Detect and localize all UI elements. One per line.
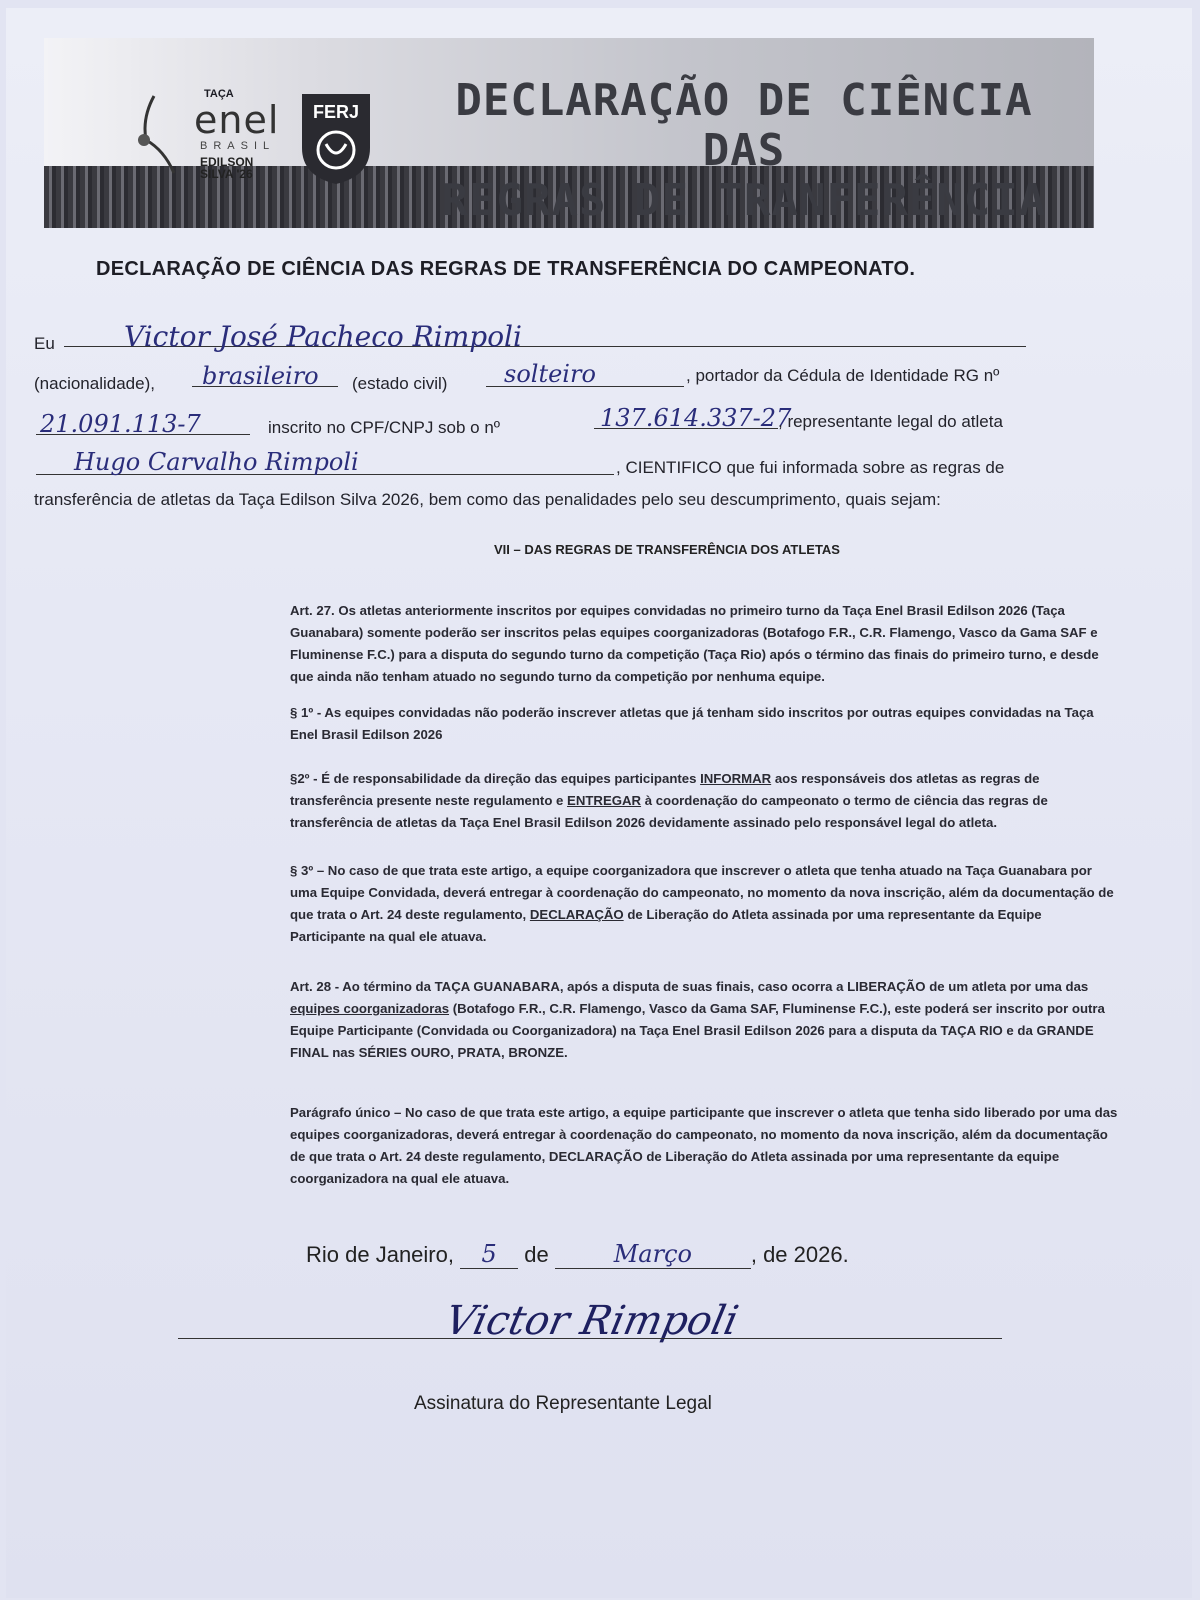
day-value: 5 — [460, 1240, 518, 1269]
eu-label: Eu — [34, 334, 55, 353]
nacionalidade-label: (nacionalidade), — [34, 374, 155, 393]
estado-civil-value: solteiro — [504, 360, 596, 388]
enel-logo-edilson: EDILSON SILVA '26 — [200, 155, 254, 181]
city-label: Rio de Janeiro, — [306, 1242, 454, 1267]
month-value: Março — [555, 1240, 751, 1269]
paragraph-2 — [290, 768, 1120, 834]
de-label: de — [524, 1242, 549, 1267]
banner-title — [404, 76, 1084, 226]
representante-label: , representante legal do atleta — [778, 412, 1003, 431]
p2-text-c: à coordenação do campeonato o termo de ciência das regras de transferência de atletas da Taça Enel Brasil Edilson 2026 devidamente assinado pelo responsável legal do atleta. — [290, 793, 1048, 830]
art28-equipes: equipes coorganizadoras — [290, 1001, 450, 1016]
paragraph-3 — [290, 860, 1120, 948]
handwritten-signature: Victor Rimpoli — [441, 1298, 743, 1344]
document-heading: DECLARAÇÃO DE CIÊNCIA DAS REGRAS DE TRANSFERÊNCIA DO CAMPEONATO. — [96, 258, 916, 280]
p3-text-a: § 3º – No caso de que trata este artigo, a equipe coorganizadora que inscrever o atleta que tenha atuado na Taça Guanabara por uma Equipe Convidada, deverá entregar à coordenação do campeonato, no momento da nova inscrição, além da documentação de que trata o Art. 24 deste regulamento, — [290, 863, 1114, 922]
signature-line — [178, 1338, 1002, 1339]
signature-caption: Assinatura do Representante Legal — [414, 1393, 712, 1414]
cpf-value: 137.614.337-27 — [600, 404, 792, 432]
art28-text-b: (Botafogo F.R., C.R. Flamengo, Vasco da Gama SAF, Fluminense F.C.), este poderá ser inscrito por outra Equipe Participante (Convidada ou Coorganizadora) na Taça Enel Brasil Edilson 2026 para a disputa da TAÇA RIO e da GRANDE FINAL nas SÉRIES OURO, PRATA, BRONZE. — [290, 1001, 1105, 1060]
banner-title-line1: DECLARAÇÃO DE CIÊNCIA DAS — [455, 75, 1033, 176]
athlete-value: Hugo Carvalho Rimpoli — [74, 448, 359, 476]
svg-text:FERJ: FERJ — [312, 102, 360, 122]
enel-logo-word: enel — [194, 98, 280, 142]
banner-title-line2: REGRAS DE TRANFERÊNCIA — [441, 175, 1047, 226]
estado-civil-label: (estado civil) — [352, 374, 448, 393]
name-value: Victor José Pacheco Rimpoli — [124, 320, 522, 353]
art28-text-a: Art. 28 - Ao término da TAÇA GUANABARA, após a disputa de suas finais, caso ocorra a LIBERAÇÃO de um atleta por uma das — [290, 979, 1089, 994]
art27-paragraph: Art. 27. Os atletas anteriormente inscritos por equipes convidadas no primeiro turno da Taça Enel Brasil Edilson 2026 (Taça Guanabara) somente poderão ser inscritos pelas equipes coorganizadoras (Botafogo F.R., C.R. Flamengo, Vasco da Gama SAF e Fluminense F.C.) para a disputa do segundo turno da competição (Taça Rio) após o término das finais do primeiro turno, e desde que ainda não tenham atuado no segundo turno da competição por nenhuma equipe. — [290, 603, 1099, 684]
taca-enel-logo — [134, 88, 294, 188]
closing-text: transferência de atletas da Taça Edilson Silva 2026, bem como das penalidades pelo seu descumprimento, quais sejam: — [34, 490, 941, 509]
p3-declaracao: DECLARAÇÃO — [529, 907, 624, 922]
header-banner — [44, 38, 1094, 228]
rg-value: 21.091.113-7 — [40, 410, 201, 438]
p3-text-b: de Liberação do Atleta assinada por uma representante da Equipe Participante na qual ele atuava. — [290, 907, 1042, 944]
paragrafo-unico: Parágrafo único – No caso de que trata este artigo, a equipe participante que inscrever o atleta que tenha sido liberado por uma das equipes coorganizadoras, deverá entregar à coordenação do campeonato, no momento da nova inscrição, além da documentação de que trata o Art. 24 deste regulamento, DECLARAÇÃO de Liberação do Atleta assinada por uma representante da equipe coorganizadora na qual ele atuava. — [290, 1105, 1118, 1186]
p2-text-b: aos responsáveis dos atletas as regras de transferência presente neste regulamento e — [290, 771, 1040, 808]
year-text: , de 2026. — [750, 1242, 849, 1267]
nacionalidade-value: brasileiro — [202, 362, 319, 390]
player-icon — [124, 88, 184, 178]
cpf-label: inscrito no CPF/CNPJ sob o nº — [268, 418, 501, 437]
enel-logo-taca: TAÇA — [204, 88, 234, 100]
art28-paragraph — [290, 976, 1120, 1064]
ferj-logo — [296, 88, 376, 188]
rg-label: , portador da Cédula de Identidade RG nº — [686, 366, 1000, 385]
enel-logo-brasil: BRASIL — [200, 140, 276, 152]
p2-text-a: §2º - É de responsabilidade da direção das equipes participantes — [290, 771, 701, 786]
place-date — [306, 1240, 849, 1269]
p2-informar: INFORMAR — [700, 771, 772, 786]
section-title: VII – DAS REGRAS DE TRANSFERÊNCIA DOS ATLETAS — [494, 542, 840, 557]
document-sheet — [6, 8, 1192, 1598]
paragraph-1: § 1º - As equipes convidadas não poderão inscrever atletas que já tenham sido inscritos por outras equipes convidadas na Taça Enel Brasil Edilson 2026 — [290, 705, 1094, 742]
cientifico-text: , CIENTIFICO que fui informada sobre as regras de — [616, 458, 1005, 477]
p2-entregar: ENTREGAR — [567, 793, 642, 808]
